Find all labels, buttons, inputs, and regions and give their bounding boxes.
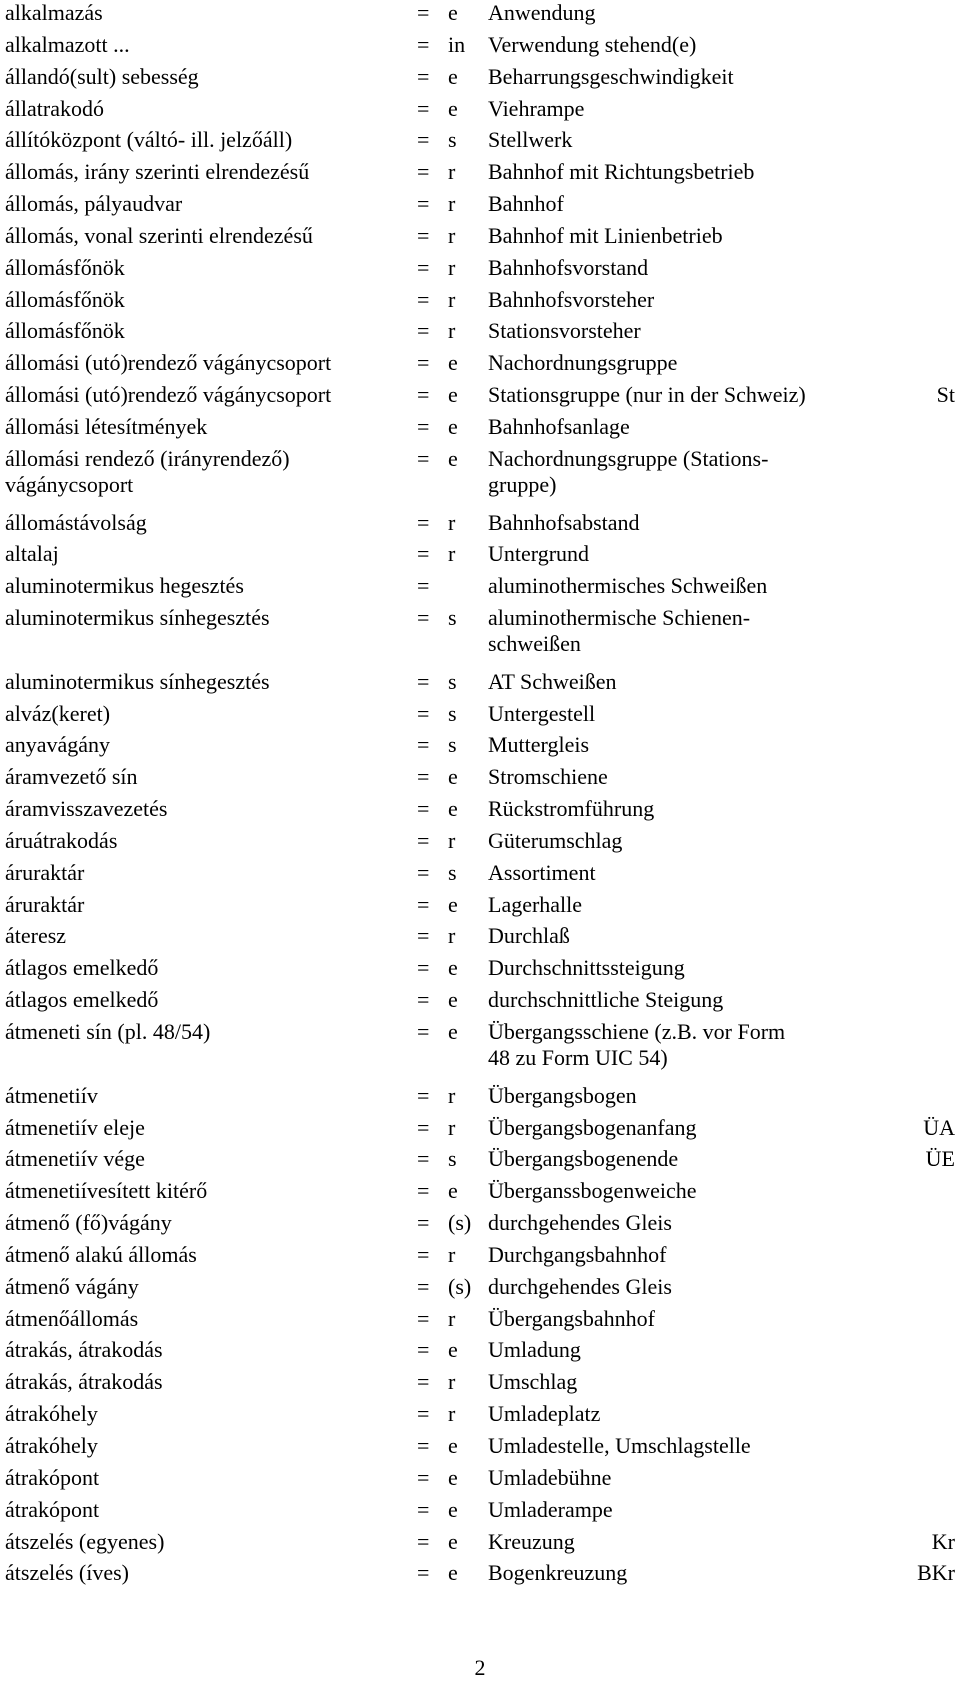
german-term: Übergangsbogen xyxy=(488,1082,637,1108)
german-article: s xyxy=(448,668,457,694)
glossary-entry xyxy=(5,350,955,382)
page-number: 2 xyxy=(474,1655,486,1680)
german-term: Stationsgruppe (nur in der Schweiz) xyxy=(488,382,806,408)
german-article: (s) xyxy=(448,1210,472,1236)
german-term: durchschnittliche Steigung xyxy=(488,987,724,1013)
equals-sign: = xyxy=(417,95,430,121)
glossary-entry xyxy=(5,892,955,924)
glossary-entry xyxy=(5,955,955,987)
glossary-entry xyxy=(5,414,955,446)
glossary-entry xyxy=(5,64,955,96)
glossary-entry xyxy=(5,1242,955,1274)
glossary-entry xyxy=(5,0,955,32)
glossary-entry xyxy=(5,510,955,542)
glossary-entry xyxy=(5,541,955,573)
german-term: Umladung xyxy=(488,1337,581,1363)
hungarian-term: átszelés (íves) xyxy=(5,1560,129,1586)
german-term: Rückstromführung xyxy=(488,796,655,822)
equals-sign: = xyxy=(417,254,430,280)
equals-sign: = xyxy=(417,764,430,790)
glossary-entry xyxy=(5,1560,955,1592)
glossary-entry xyxy=(5,923,955,955)
hungarian-term: alváz(keret) xyxy=(5,700,111,726)
german-term: Verwendung stehend(e) xyxy=(488,31,697,57)
german-term: Bahnhof xyxy=(488,191,564,217)
hungarian-term: átrakópont xyxy=(5,1464,100,1490)
german-article: e xyxy=(448,413,458,439)
glossary-entry xyxy=(5,1146,955,1178)
hungarian-term: átrakóhely xyxy=(5,1401,98,1427)
german-term: aluminothermische Schienen- schweißen xyxy=(488,605,751,657)
glossary-entry xyxy=(5,318,955,350)
abbreviation: St xyxy=(936,382,955,408)
glossary-entry xyxy=(5,1401,955,1433)
german-article: s xyxy=(448,127,457,153)
german-term: Übergangsschiene (z.B. vor Form 48 zu Form UIC 54) xyxy=(488,1019,786,1070)
german-article: e xyxy=(448,350,458,376)
hungarian-term: átmenetiív vége xyxy=(5,1146,145,1172)
hungarian-term: állítóközpont (váltó- ill. jelzőáll) xyxy=(5,127,293,153)
german-article: e xyxy=(448,1178,458,1204)
equals-sign: = xyxy=(417,668,430,694)
glossary-entry xyxy=(5,860,955,892)
hungarian-term: átmenetiív eleje xyxy=(5,1114,145,1140)
equals-sign: = xyxy=(417,1496,430,1522)
hungarian-term: állomás, pályaudvar xyxy=(5,191,183,217)
glossary-entry xyxy=(5,1337,955,1369)
german-article: r xyxy=(448,191,456,217)
hungarian-term: átmenő (fő)vágány xyxy=(5,1210,172,1236)
glossary-entry xyxy=(5,32,955,64)
german-term: Güterumschlag xyxy=(488,827,623,853)
hungarian-term: áruraktár xyxy=(5,859,85,885)
german-term: Übergangsbogenende xyxy=(488,1146,679,1172)
german-article: r xyxy=(448,541,456,567)
german-article: (s) xyxy=(448,1273,472,1299)
german-term: Bahnhofsanlage xyxy=(488,413,630,439)
german-article: in xyxy=(448,31,466,57)
glossary-entry xyxy=(5,159,955,191)
glossary-entry xyxy=(5,1306,955,1338)
hungarian-term: átlagos emelkedő xyxy=(5,955,159,981)
equals-sign: = xyxy=(417,191,430,217)
glossary-entry xyxy=(5,287,955,319)
glossary-entry xyxy=(5,255,955,287)
hungarian-term: állomásfőnök xyxy=(5,318,125,344)
glossary-list xyxy=(5,0,955,1592)
german-article: r xyxy=(448,1082,456,1108)
german-term: Übergangsbahnhof xyxy=(488,1305,655,1331)
german-term: Stromschiene xyxy=(488,764,608,790)
equals-sign: = xyxy=(417,1019,430,1044)
equals-sign: = xyxy=(417,1560,430,1586)
equals-sign: = xyxy=(417,1273,430,1299)
equals-sign: = xyxy=(417,445,430,471)
hungarian-term: aluminotermikus sínhegesztés xyxy=(5,605,270,631)
equals-sign: = xyxy=(417,859,430,885)
german-term: AT Schweißen xyxy=(488,668,617,694)
german-term: Überganssbogenweiche xyxy=(488,1178,697,1204)
equals-sign: = xyxy=(417,732,430,758)
equals-sign: = xyxy=(417,318,430,344)
glossary-entry xyxy=(5,573,955,605)
equals-sign: = xyxy=(417,413,430,439)
hungarian-term: átmenő vágány xyxy=(5,1273,139,1299)
glossary-entry xyxy=(5,669,955,701)
hungarian-term: átmenetiívesített kitérő xyxy=(5,1178,208,1204)
hungarian-term: áramvisszavezetés xyxy=(5,796,168,822)
german-article: r xyxy=(448,286,456,312)
equals-sign: = xyxy=(417,1210,430,1236)
german-term: Umladebühne xyxy=(488,1464,612,1490)
equals-sign: = xyxy=(417,1241,430,1267)
hungarian-term: áteresz xyxy=(5,923,67,949)
hungarian-term: állandó(sult) sebesség xyxy=(5,63,199,89)
german-article: e xyxy=(448,445,458,471)
hungarian-term: aluminotermikus hegesztés xyxy=(5,573,244,599)
hungarian-term: állomás, vonal szerinti elrendezésű xyxy=(5,222,313,248)
equals-sign: = xyxy=(417,382,430,408)
equals-sign: = xyxy=(417,222,430,248)
german-article: e xyxy=(448,1496,458,1522)
glossary-entry xyxy=(5,701,955,733)
hungarian-term: átszelés (egyenes) xyxy=(5,1528,165,1554)
german-article: r xyxy=(448,827,456,853)
german-term: Bahnhof mit Linienbetrieb xyxy=(488,222,723,248)
german-term: Umladeplatz xyxy=(488,1401,601,1427)
german-article: r xyxy=(448,1241,456,1267)
hungarian-term: állomási (utó)rendező vágánycsoport xyxy=(5,382,332,408)
equals-sign: = xyxy=(417,127,430,153)
glossary-entry xyxy=(5,732,955,764)
glossary-entry xyxy=(5,223,955,255)
equals-sign: = xyxy=(417,350,430,376)
glossary-entry xyxy=(5,1178,955,1210)
german-term: Untergestell xyxy=(488,700,596,726)
equals-sign: = xyxy=(417,1146,430,1172)
abbreviation: Kr xyxy=(931,1528,955,1554)
equals-sign: = xyxy=(417,955,430,981)
glossary-entry xyxy=(5,96,955,128)
hungarian-term: áruátrakodás xyxy=(5,827,118,853)
glossary-entry xyxy=(5,796,955,828)
hungarian-term: átmenőállomás xyxy=(5,1305,139,1331)
equals-sign: = xyxy=(417,31,430,57)
glossary-entry xyxy=(5,605,955,669)
hungarian-term: állatrakodó xyxy=(5,95,104,121)
equals-sign: = xyxy=(417,987,430,1013)
hungarian-term: átlagos emelkedő xyxy=(5,987,159,1013)
german-term: durchgehendes Gleis xyxy=(488,1210,672,1236)
german-term: Assortiment xyxy=(488,859,596,885)
german-term: Nachordnungsgruppe (Stations- gruppe) xyxy=(488,445,769,497)
hungarian-term: átrakópont xyxy=(5,1496,100,1522)
glossary-entry xyxy=(5,1369,955,1401)
glossary-entry xyxy=(5,1497,955,1529)
hungarian-term: altalaj xyxy=(5,541,59,567)
german-article: e xyxy=(448,63,458,89)
german-article: r xyxy=(448,159,456,185)
german-term: Durchgangsbahnhof xyxy=(488,1241,667,1267)
hungarian-term: állomási létesítmények xyxy=(5,413,208,439)
german-term: Kreuzung xyxy=(488,1528,575,1554)
equals-sign: = xyxy=(417,1369,430,1395)
hungarian-term: állomás, irány szerinti elrendezésű xyxy=(5,159,310,185)
equals-sign: = xyxy=(417,1114,430,1140)
equals-sign: = xyxy=(417,286,430,312)
equals-sign: = xyxy=(417,891,430,917)
german-article: e xyxy=(448,1464,458,1490)
german-article: s xyxy=(448,1146,457,1172)
glossary-entry xyxy=(5,1210,955,1242)
german-term: Bahnhofsvorstand xyxy=(488,254,649,280)
hungarian-term: átmenő alakú állomás xyxy=(5,1241,197,1267)
german-article: e xyxy=(448,1337,458,1363)
german-term: aluminothermisches Schweißen xyxy=(488,573,768,599)
glossary-entry xyxy=(5,1083,955,1115)
equals-sign: = xyxy=(417,1401,430,1427)
equals-sign: = xyxy=(417,1178,430,1204)
abbreviation: BKr xyxy=(917,1560,955,1586)
equals-sign: = xyxy=(417,541,430,567)
german-term: Umladestelle, Umschlagstelle xyxy=(488,1432,751,1458)
german-term: Lagerhalle xyxy=(488,891,583,917)
glossary-entry xyxy=(5,1465,955,1497)
german-article: r xyxy=(448,254,456,280)
german-term: Viehrampe xyxy=(488,95,585,121)
equals-sign: = xyxy=(417,1464,430,1490)
equals-sign: = xyxy=(417,827,430,853)
equals-sign: = xyxy=(417,159,430,185)
glossary-entry xyxy=(5,1019,955,1083)
hungarian-term: átrakás, átrakodás xyxy=(5,1369,163,1395)
glossary-entry xyxy=(5,191,955,223)
hungarian-term: állomási (utó)rendező vágánycsoport xyxy=(5,350,332,376)
glossary-entry xyxy=(5,1115,955,1147)
german-term: Stationsvorsteher xyxy=(488,318,641,344)
german-article: e xyxy=(448,0,458,25)
german-article: e xyxy=(448,95,458,121)
equals-sign: = xyxy=(417,0,430,25)
german-article: e xyxy=(448,955,458,981)
german-article: e xyxy=(448,764,458,790)
glossary-entry xyxy=(5,382,955,414)
german-article: r xyxy=(448,509,456,535)
german-article: e xyxy=(448,891,458,917)
abbreviation: ÜA xyxy=(923,1114,955,1140)
german-article: r xyxy=(448,923,456,949)
german-term: Nachordnungsgruppe xyxy=(488,350,678,376)
hungarian-term: átrakóhely xyxy=(5,1432,98,1458)
german-article: s xyxy=(448,700,457,726)
glossary-entry xyxy=(5,764,955,796)
hungarian-term: állomási rendező (irányrendező) vágánycsoport xyxy=(5,445,290,497)
hungarian-term: anyavágány xyxy=(5,732,111,758)
german-article: s xyxy=(448,732,457,758)
german-article: e xyxy=(448,382,458,408)
glossary-entry xyxy=(5,127,955,159)
german-article: e xyxy=(448,1528,458,1554)
hungarian-term: áruraktár xyxy=(5,891,85,917)
german-article: s xyxy=(448,859,457,885)
german-article: r xyxy=(448,222,456,248)
german-article: e xyxy=(448,1019,458,1044)
german-article: e xyxy=(448,987,458,1013)
equals-sign: = xyxy=(417,63,430,89)
abbreviation: ÜE xyxy=(925,1146,955,1172)
german-term: Bahnhofsabstand xyxy=(488,509,640,535)
hungarian-term: állomásfőnök xyxy=(5,254,125,280)
german-term: Anwendung xyxy=(488,0,596,25)
hungarian-term: átrakás, átrakodás xyxy=(5,1337,163,1363)
equals-sign: = xyxy=(417,605,430,631)
equals-sign: = xyxy=(417,1337,430,1363)
hungarian-term: állomásfőnök xyxy=(5,286,125,312)
german-term: durchgehendes Gleis xyxy=(488,1273,672,1299)
german-term: Stellwerk xyxy=(488,127,573,153)
german-article: r xyxy=(448,1401,456,1427)
german-term: Bogenkreuzung xyxy=(488,1560,628,1586)
equals-sign: = xyxy=(417,509,430,535)
equals-sign: = xyxy=(417,1528,430,1554)
hungarian-term: átmenetiív xyxy=(5,1082,98,1108)
german-article: r xyxy=(448,1305,456,1331)
hungarian-term: átmeneti sín (pl. 48/54) xyxy=(5,1019,211,1044)
glossary-entry xyxy=(5,1433,955,1465)
german-article: r xyxy=(448,1114,456,1140)
german-term: Beharrungsgeschwindigkeit xyxy=(488,63,734,89)
german-article: e xyxy=(448,1432,458,1458)
glossary-entry xyxy=(5,446,955,510)
german-term: Durchlaß xyxy=(488,923,570,949)
german-term: Muttergleis xyxy=(488,732,590,758)
german-article: e xyxy=(448,1560,458,1586)
hungarian-term: áramvezető sín xyxy=(5,764,138,790)
equals-sign: = xyxy=(417,1082,430,1108)
hungarian-term: alkalmazás xyxy=(5,0,103,25)
glossary-entry xyxy=(5,1274,955,1306)
german-term: Übergangsbogenanfang xyxy=(488,1114,697,1140)
glossary-entry xyxy=(5,987,955,1019)
german-article: e xyxy=(448,796,458,822)
german-term: Bahnhofsvorsteher xyxy=(488,286,655,312)
glossary-entry xyxy=(5,1529,955,1561)
german-term: Untergrund xyxy=(488,541,590,567)
german-term: Durchschnittssteigung xyxy=(488,955,685,981)
german-term: Umschlag xyxy=(488,1369,578,1395)
equals-sign: = xyxy=(417,1432,430,1458)
glossary-entry xyxy=(5,828,955,860)
equals-sign: = xyxy=(417,700,430,726)
german-article: r xyxy=(448,318,456,344)
hungarian-term: állomástávolság xyxy=(5,509,147,535)
german-term: Bahnhof mit Richtungsbetrieb xyxy=(488,159,755,185)
german-article: r xyxy=(448,1369,456,1395)
equals-sign: = xyxy=(417,923,430,949)
equals-sign: = xyxy=(417,796,430,822)
german-article: s xyxy=(448,605,457,631)
equals-sign: = xyxy=(417,573,430,599)
german-term: Umladerampe xyxy=(488,1496,613,1522)
hungarian-term: alkalmazott ... xyxy=(5,31,130,57)
equals-sign: = xyxy=(417,1305,430,1331)
hungarian-term: aluminotermikus sínhegesztés xyxy=(5,668,270,694)
